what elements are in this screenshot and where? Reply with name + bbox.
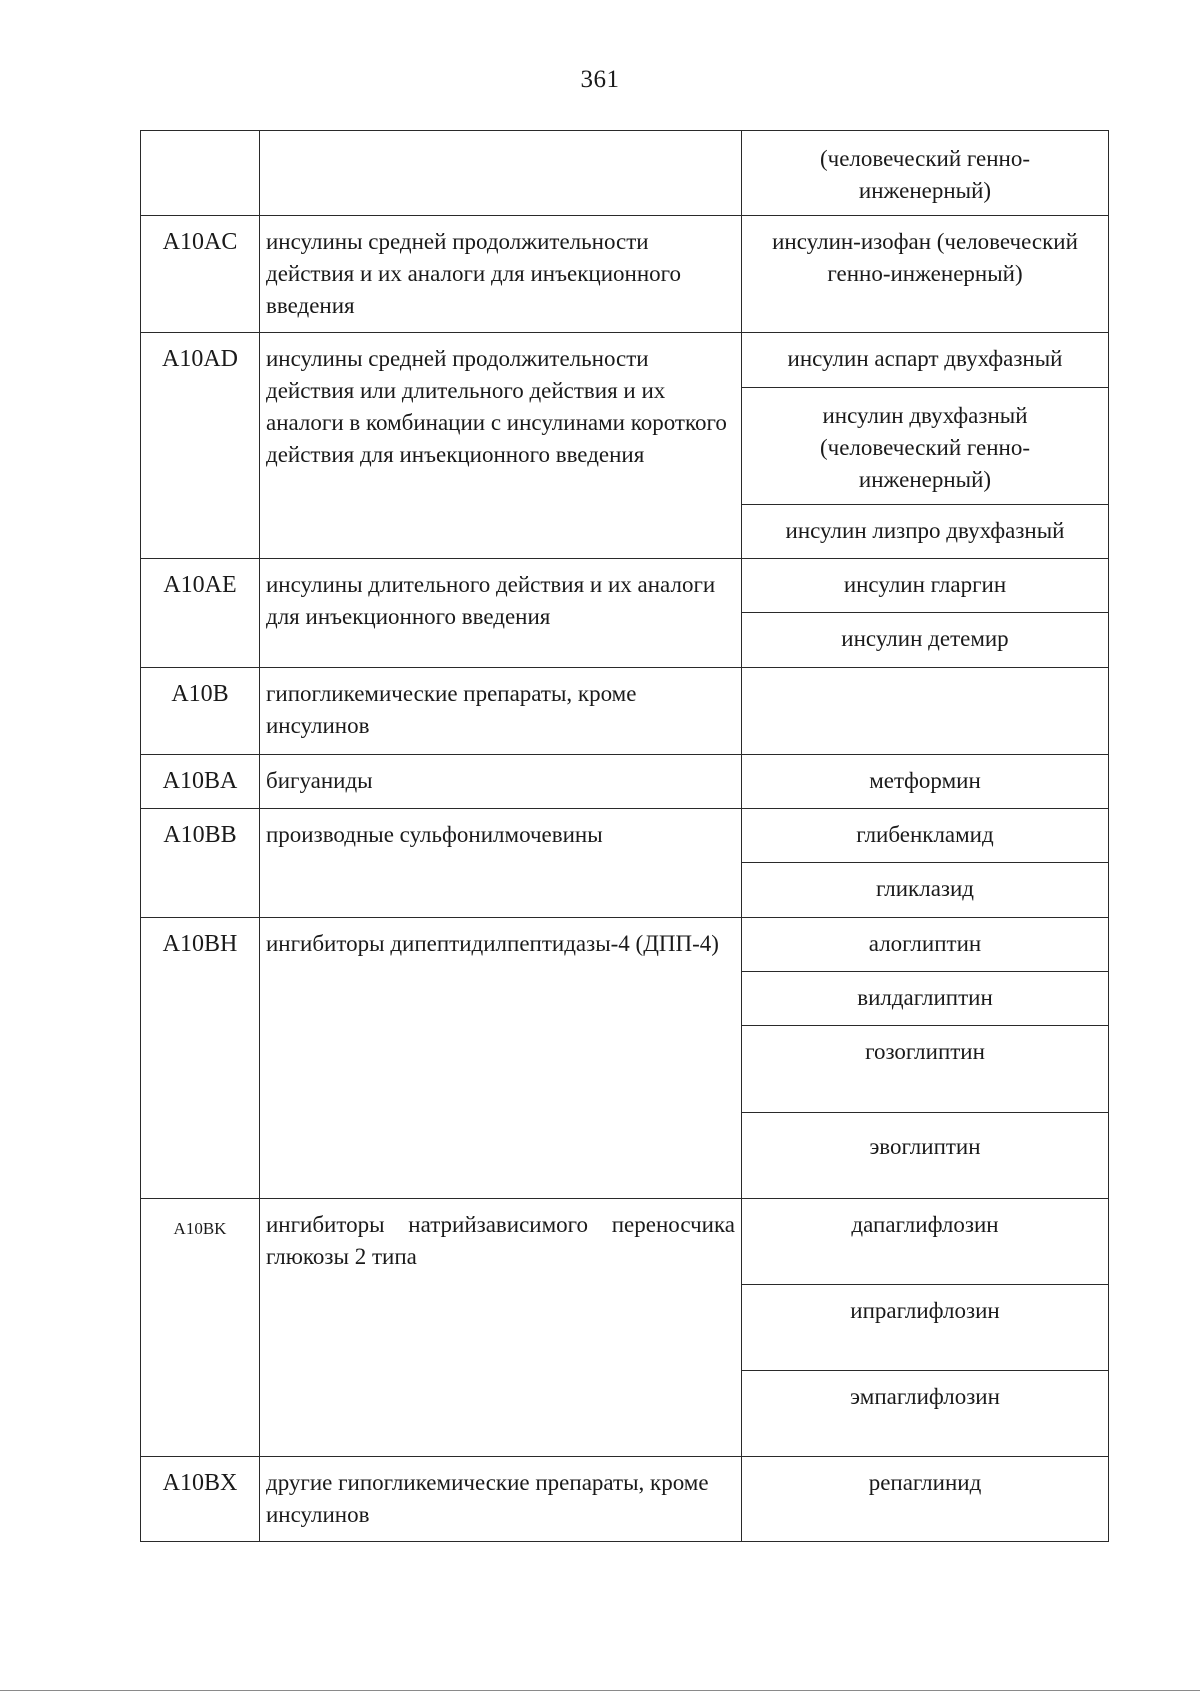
table-row (141, 131, 1109, 216)
drug-name: глибенкламид (742, 809, 1108, 863)
page-bottom-rule (0, 1690, 1200, 1691)
drug-name: инсулин детемир (841, 626, 1009, 651)
drug-name: эмпаглифлозин (850, 1384, 1000, 1409)
table-row (141, 333, 1109, 559)
drug-list (742, 755, 1109, 809)
table-row (141, 1199, 1109, 1457)
drug-list (742, 918, 1109, 1199)
atc-code: A10BA (141, 755, 260, 809)
drug-name: инсулин двухфазный (человеческий генно-инженерный) (742, 388, 1108, 505)
drug-name: инсулин аспарт двухфазный (742, 333, 1108, 388)
drug-list (742, 1457, 1109, 1542)
table-row (141, 755, 1109, 809)
drug-name: инсулин гларгин (742, 559, 1108, 613)
table-row (141, 918, 1109, 1199)
atc-code: A10AE (141, 559, 260, 668)
drug-name: эвоглиптин (869, 1134, 981, 1159)
group-description: ингибиторы дипептидилпептидазы-4 (ДПП-4) (260, 918, 742, 1199)
group-description (260, 131, 742, 216)
group-description: инсулины средней продолжительности действия или длительного действия и их аналоги в комбинации с инсулинами короткого действия для инъекционного введения (260, 333, 742, 559)
drug-classification-table (140, 130, 1109, 1542)
atc-code: A10AD (141, 333, 260, 559)
drug-list (742, 131, 1109, 216)
drug-name: вилдаглиптин (742, 972, 1108, 1026)
atc-code: A10BB (141, 809, 260, 918)
drug-list (742, 559, 1109, 668)
drug-name: гликлазид (875, 876, 974, 901)
group-description: производные сульфонилмочевины (260, 809, 742, 918)
drug-name: дапаглифлозин (742, 1199, 1108, 1285)
table-row (141, 809, 1109, 918)
drug-list (742, 809, 1109, 918)
drug-list (742, 216, 1109, 333)
drug-name: инсулин лизпро двухфазный (785, 518, 1065, 543)
atc-code: A10AC (141, 216, 260, 333)
atc-code: A10B (141, 668, 260, 755)
drug-name: метформин (869, 768, 981, 793)
group-description: гипогликемические препараты, кроме инсулинов (260, 668, 742, 755)
table-row (141, 1457, 1109, 1542)
atc-code: A10BH (141, 918, 260, 1199)
group-description: другие гипогликемические препараты, кроме инсулинов (260, 1457, 742, 1542)
drug-name: репаглинид (868, 1470, 982, 1495)
group-description: инсулины длительного действия и их аналоги для инъекционного введения (260, 559, 742, 668)
atc-code (141, 131, 260, 216)
table-row (141, 668, 1109, 755)
drug-name (742, 668, 1108, 686)
drug-name: (человеческий генно-инженерный) (820, 146, 1030, 203)
drug-name: алоглиптин (742, 918, 1108, 972)
group-description: инсулины средней продолжительности действия и их аналоги для инъекционного введения (260, 216, 742, 333)
atc-code: A10BX (141, 1457, 260, 1542)
group-description: ингибиторы натрийзависимого переносчика глюкозы 2 типа (260, 1199, 742, 1457)
atc-code: A10BK (141, 1199, 260, 1457)
drug-name: инсулин-изофан (человеческий генно-инженерный) (772, 229, 1078, 286)
page-number: 361 (580, 66, 620, 93)
drug-list (742, 333, 1109, 559)
table-row (141, 559, 1109, 668)
drug-list (742, 1199, 1109, 1457)
table-row (141, 216, 1109, 333)
drug-name: гозоглиптин (742, 1026, 1108, 1113)
drug-name: ипраглифлозин (742, 1285, 1108, 1371)
drug-list (742, 668, 1109, 755)
group-description: бигуаниды (260, 755, 742, 809)
